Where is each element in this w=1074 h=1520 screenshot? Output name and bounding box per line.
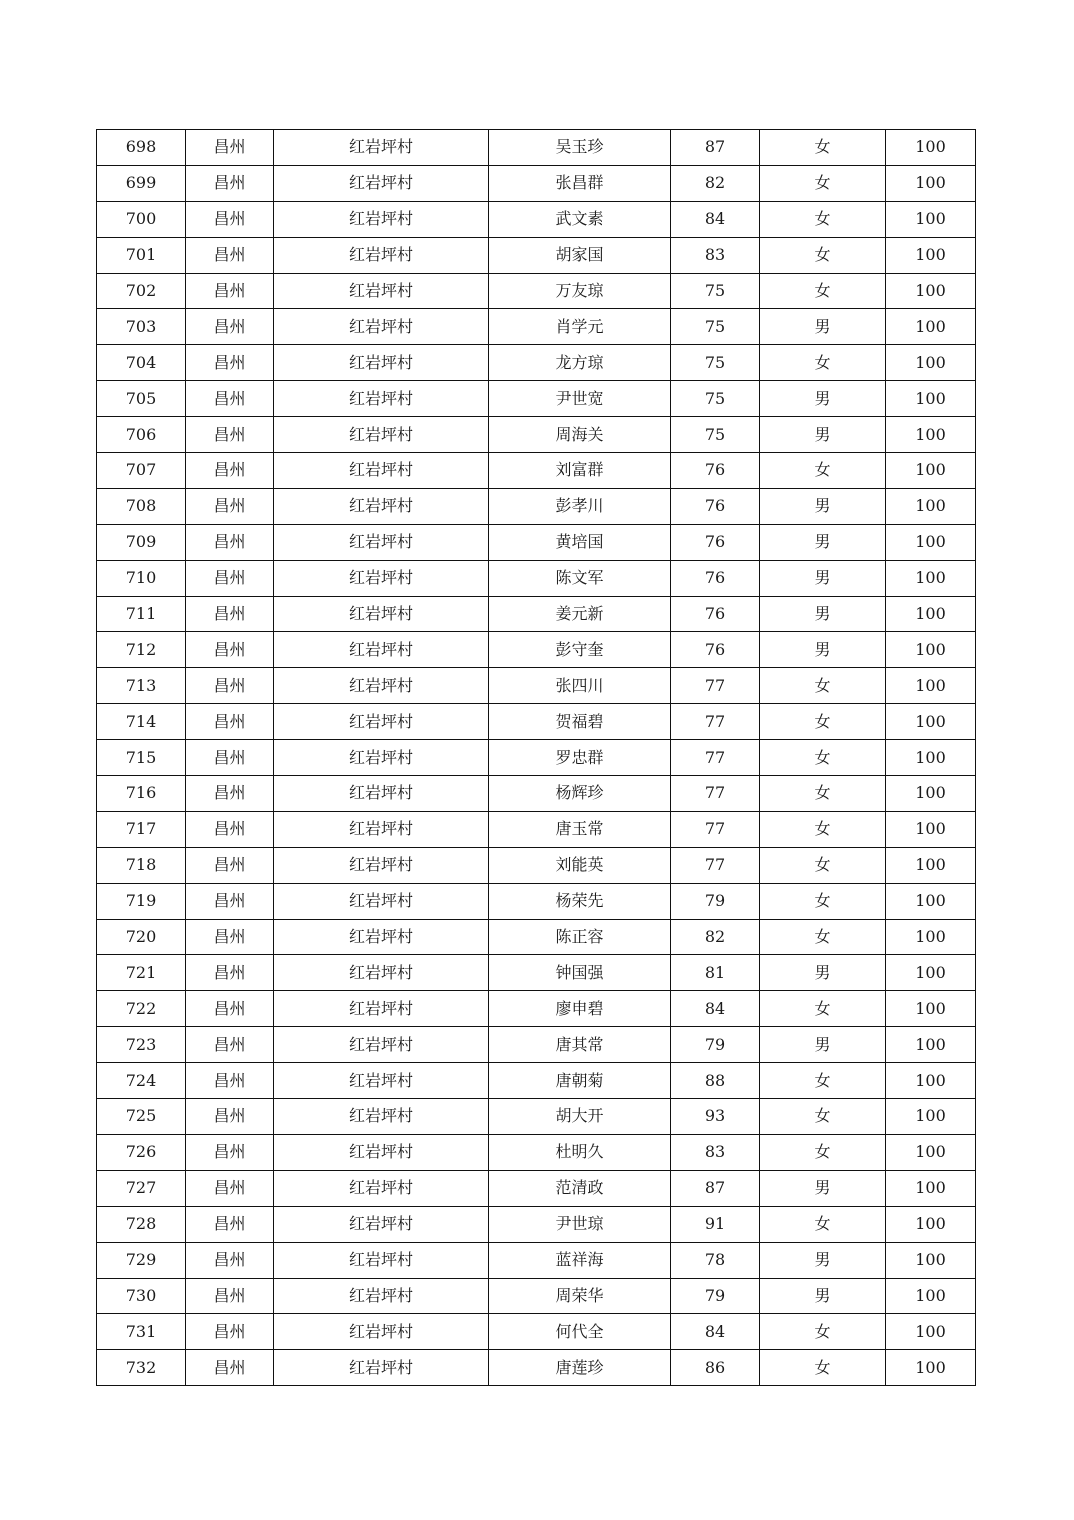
cell-age: 76 <box>671 632 760 668</box>
cell-age: 93 <box>671 1099 760 1135</box>
cell-village: 红岩坪村 <box>274 811 489 847</box>
table-row <box>97 1242 976 1278</box>
cell-county: 昌州 <box>186 955 274 991</box>
cell-serial-number: 711 <box>97 596 186 632</box>
cell-serial-number: 721 <box>97 955 186 991</box>
cell-county: 昌州 <box>186 381 274 417</box>
cell-amount: 100 <box>886 740 976 776</box>
table-row <box>97 1314 976 1350</box>
cell-amount: 100 <box>886 237 976 273</box>
cell-serial-number: 730 <box>97 1278 186 1314</box>
table-row <box>97 488 976 524</box>
table-row <box>97 309 976 345</box>
cell-sex: 男 <box>760 488 886 524</box>
cell-county: 昌州 <box>186 165 274 201</box>
cell-serial-number: 701 <box>97 237 186 273</box>
cell-serial-number: 707 <box>97 453 186 489</box>
cell-village: 红岩坪村 <box>274 237 489 273</box>
cell-village: 红岩坪村 <box>274 776 489 812</box>
cell-sex: 女 <box>760 453 886 489</box>
cell-amount: 100 <box>886 165 976 201</box>
cell-age: 77 <box>671 776 760 812</box>
cell-serial-number: 719 <box>97 883 186 919</box>
cell-village: 红岩坪村 <box>274 560 489 596</box>
cell-age: 83 <box>671 237 760 273</box>
table-row <box>97 381 976 417</box>
cell-person-name: 万友琼 <box>489 273 671 309</box>
roster-body <box>97 130 976 1386</box>
cell-sex: 女 <box>760 1206 886 1242</box>
cell-age: 75 <box>671 345 760 381</box>
cell-serial-number: 699 <box>97 165 186 201</box>
cell-amount: 100 <box>886 811 976 847</box>
cell-sex: 男 <box>760 1170 886 1206</box>
cell-person-name: 陈正容 <box>489 919 671 955</box>
cell-county: 昌州 <box>186 345 274 381</box>
table-row <box>97 1350 976 1386</box>
cell-amount: 100 <box>886 273 976 309</box>
cell-serial-number: 720 <box>97 919 186 955</box>
cell-sex: 女 <box>760 847 886 883</box>
cell-county: 昌州 <box>186 632 274 668</box>
cell-village: 红岩坪村 <box>274 1099 489 1135</box>
cell-county: 昌州 <box>186 488 274 524</box>
cell-amount: 100 <box>886 1350 976 1386</box>
cell-person-name: 唐其常 <box>489 1027 671 1063</box>
cell-age: 76 <box>671 596 760 632</box>
cell-village: 红岩坪村 <box>274 847 489 883</box>
cell-amount: 100 <box>886 345 976 381</box>
cell-person-name: 姜元新 <box>489 596 671 632</box>
cell-age: 76 <box>671 524 760 560</box>
cell-age: 84 <box>671 201 760 237</box>
cell-age: 76 <box>671 453 760 489</box>
cell-village: 红岩坪村 <box>274 1134 489 1170</box>
table-row <box>97 883 976 919</box>
cell-county: 昌州 <box>186 309 274 345</box>
cell-age: 76 <box>671 488 760 524</box>
cell-amount: 100 <box>886 919 976 955</box>
cell-county: 昌州 <box>186 919 274 955</box>
cell-person-name: 尹世琼 <box>489 1206 671 1242</box>
cell-county: 昌州 <box>186 524 274 560</box>
cell-person-name: 范清政 <box>489 1170 671 1206</box>
cell-person-name: 杨辉珍 <box>489 776 671 812</box>
cell-amount: 100 <box>886 524 976 560</box>
cell-county: 昌州 <box>186 740 274 776</box>
cell-county: 昌州 <box>186 201 274 237</box>
cell-county: 昌州 <box>186 130 274 166</box>
cell-age: 86 <box>671 1350 760 1386</box>
cell-age: 77 <box>671 740 760 776</box>
cell-serial-number: 725 <box>97 1099 186 1135</box>
cell-county: 昌州 <box>186 1314 274 1350</box>
cell-sex: 男 <box>760 596 886 632</box>
cell-person-name: 刘富群 <box>489 453 671 489</box>
cell-sex: 女 <box>760 130 886 166</box>
cell-person-name: 张四川 <box>489 668 671 704</box>
table-row <box>97 991 976 1027</box>
cell-sex: 女 <box>760 345 886 381</box>
table-row <box>97 1099 976 1135</box>
cell-village: 红岩坪村 <box>274 273 489 309</box>
cell-person-name: 罗忠群 <box>489 740 671 776</box>
cell-amount: 100 <box>886 560 976 596</box>
cell-person-name: 胡大开 <box>489 1099 671 1135</box>
table-row <box>97 668 976 704</box>
cell-serial-number: 723 <box>97 1027 186 1063</box>
cell-age: 84 <box>671 1314 760 1350</box>
cell-amount: 100 <box>886 1134 976 1170</box>
cell-village: 红岩坪村 <box>274 453 489 489</box>
cell-age: 84 <box>671 991 760 1027</box>
cell-serial-number: 706 <box>97 417 186 453</box>
cell-village: 红岩坪村 <box>274 130 489 166</box>
cell-age: 91 <box>671 1206 760 1242</box>
cell-county: 昌州 <box>186 1278 274 1314</box>
cell-serial-number: 700 <box>97 201 186 237</box>
cell-village: 红岩坪村 <box>274 1027 489 1063</box>
cell-serial-number: 716 <box>97 776 186 812</box>
cell-village: 红岩坪村 <box>274 417 489 453</box>
cell-age: 88 <box>671 1063 760 1099</box>
cell-sex: 男 <box>760 1242 886 1278</box>
cell-county: 昌州 <box>186 704 274 740</box>
cell-county: 昌州 <box>186 991 274 1027</box>
cell-person-name: 钟国强 <box>489 955 671 991</box>
cell-amount: 100 <box>886 1242 976 1278</box>
table-row <box>97 1278 976 1314</box>
table-row <box>97 919 976 955</box>
cell-person-name: 杜明久 <box>489 1134 671 1170</box>
cell-sex: 女 <box>760 740 886 776</box>
cell-serial-number: 732 <box>97 1350 186 1386</box>
cell-village: 红岩坪村 <box>274 919 489 955</box>
cell-person-name: 廖申碧 <box>489 991 671 1027</box>
cell-sex: 男 <box>760 381 886 417</box>
cell-amount: 100 <box>886 704 976 740</box>
roster-page <box>96 129 975 1386</box>
cell-village: 红岩坪村 <box>274 488 489 524</box>
cell-sex: 女 <box>760 1063 886 1099</box>
cell-amount: 100 <box>886 668 976 704</box>
table-row <box>97 1063 976 1099</box>
cell-county: 昌州 <box>186 1206 274 1242</box>
cell-amount: 100 <box>886 488 976 524</box>
table-row <box>97 740 976 776</box>
cell-age: 87 <box>671 1170 760 1206</box>
cell-amount: 100 <box>886 776 976 812</box>
cell-age: 82 <box>671 165 760 201</box>
cell-amount: 100 <box>886 1027 976 1063</box>
cell-serial-number: 728 <box>97 1206 186 1242</box>
table-row <box>97 417 976 453</box>
cell-person-name: 何代全 <box>489 1314 671 1350</box>
cell-sex: 女 <box>760 991 886 1027</box>
cell-village: 红岩坪村 <box>274 1170 489 1206</box>
cell-village: 红岩坪村 <box>274 1206 489 1242</box>
cell-county: 昌州 <box>186 273 274 309</box>
table-row <box>97 704 976 740</box>
cell-serial-number: 722 <box>97 991 186 1027</box>
cell-sex: 女 <box>760 776 886 812</box>
cell-amount: 100 <box>886 991 976 1027</box>
cell-sex: 男 <box>760 417 886 453</box>
cell-amount: 100 <box>886 1206 976 1242</box>
table-row <box>97 130 976 166</box>
cell-county: 昌州 <box>186 596 274 632</box>
table-row <box>97 1134 976 1170</box>
cell-sex: 女 <box>760 811 886 847</box>
cell-age: 75 <box>671 309 760 345</box>
cell-age: 79 <box>671 883 760 919</box>
cell-amount: 100 <box>886 596 976 632</box>
cell-amount: 100 <box>886 453 976 489</box>
cell-village: 红岩坪村 <box>274 1242 489 1278</box>
table-row <box>97 237 976 273</box>
cell-person-name: 尹世宽 <box>489 381 671 417</box>
cell-village: 红岩坪村 <box>274 1063 489 1099</box>
cell-amount: 100 <box>886 955 976 991</box>
cell-person-name: 杨荣先 <box>489 883 671 919</box>
cell-sex: 男 <box>760 560 886 596</box>
cell-person-name: 陈文军 <box>489 560 671 596</box>
cell-village: 红岩坪村 <box>274 201 489 237</box>
cell-county: 昌州 <box>186 1027 274 1063</box>
cell-age: 75 <box>671 417 760 453</box>
cell-serial-number: 715 <box>97 740 186 776</box>
cell-sex: 女 <box>760 668 886 704</box>
cell-amount: 100 <box>886 632 976 668</box>
cell-amount: 100 <box>886 201 976 237</box>
table-row <box>97 596 976 632</box>
cell-county: 昌州 <box>186 237 274 273</box>
cell-village: 红岩坪村 <box>274 991 489 1027</box>
cell-sex: 女 <box>760 237 886 273</box>
cell-county: 昌州 <box>186 417 274 453</box>
cell-serial-number: 727 <box>97 1170 186 1206</box>
cell-age: 75 <box>671 273 760 309</box>
cell-serial-number: 705 <box>97 381 186 417</box>
cell-age: 79 <box>671 1278 760 1314</box>
cell-county: 昌州 <box>186 776 274 812</box>
cell-person-name: 张昌群 <box>489 165 671 201</box>
cell-person-name: 唐莲珍 <box>489 1350 671 1386</box>
cell-serial-number: 704 <box>97 345 186 381</box>
cell-village: 红岩坪村 <box>274 668 489 704</box>
table-row <box>97 165 976 201</box>
cell-village: 红岩坪村 <box>274 524 489 560</box>
cell-age: 77 <box>671 668 760 704</box>
cell-serial-number: 712 <box>97 632 186 668</box>
cell-amount: 100 <box>886 1170 976 1206</box>
cell-village: 红岩坪村 <box>274 1278 489 1314</box>
cell-county: 昌州 <box>186 1099 274 1135</box>
cell-village: 红岩坪村 <box>274 1314 489 1350</box>
cell-amount: 100 <box>886 1063 976 1099</box>
cell-county: 昌州 <box>186 1242 274 1278</box>
cell-age: 77 <box>671 704 760 740</box>
cell-sex: 女 <box>760 704 886 740</box>
cell-county: 昌州 <box>186 560 274 596</box>
cell-serial-number: 717 <box>97 811 186 847</box>
cell-person-name: 周海关 <box>489 417 671 453</box>
cell-person-name: 黄培国 <box>489 524 671 560</box>
table-row <box>97 201 976 237</box>
table-row <box>97 955 976 991</box>
cell-serial-number: 708 <box>97 488 186 524</box>
cell-sex: 男 <box>760 955 886 991</box>
cell-person-name: 胡家国 <box>489 237 671 273</box>
cell-serial-number: 713 <box>97 668 186 704</box>
cell-age: 81 <box>671 955 760 991</box>
cell-serial-number: 724 <box>97 1063 186 1099</box>
cell-sex: 女 <box>760 201 886 237</box>
cell-sex: 女 <box>760 1134 886 1170</box>
cell-serial-number: 702 <box>97 273 186 309</box>
cell-amount: 100 <box>886 130 976 166</box>
cell-amount: 100 <box>886 417 976 453</box>
cell-sex: 女 <box>760 273 886 309</box>
table-row <box>97 811 976 847</box>
cell-sex: 男 <box>760 632 886 668</box>
cell-village: 红岩坪村 <box>274 381 489 417</box>
cell-sex: 女 <box>760 919 886 955</box>
table-row <box>97 1170 976 1206</box>
cell-county: 昌州 <box>186 453 274 489</box>
cell-age: 78 <box>671 1242 760 1278</box>
cell-village: 红岩坪村 <box>274 596 489 632</box>
cell-county: 昌州 <box>186 668 274 704</box>
cell-sex: 男 <box>760 309 886 345</box>
cell-serial-number: 731 <box>97 1314 186 1350</box>
cell-age: 75 <box>671 381 760 417</box>
cell-age: 87 <box>671 130 760 166</box>
table-row <box>97 524 976 560</box>
table-row <box>97 273 976 309</box>
cell-village: 红岩坪村 <box>274 1350 489 1386</box>
cell-village: 红岩坪村 <box>274 704 489 740</box>
cell-age: 77 <box>671 811 760 847</box>
cell-age: 77 <box>671 847 760 883</box>
cell-sex: 女 <box>760 883 886 919</box>
table-row <box>97 847 976 883</box>
table-row <box>97 453 976 489</box>
cell-village: 红岩坪村 <box>274 632 489 668</box>
cell-person-name: 刘能英 <box>489 847 671 883</box>
cell-village: 红岩坪村 <box>274 955 489 991</box>
cell-person-name: 周荣华 <box>489 1278 671 1314</box>
cell-serial-number: 729 <box>97 1242 186 1278</box>
cell-person-name: 彭孝川 <box>489 488 671 524</box>
roster-table <box>96 129 976 1386</box>
cell-amount: 100 <box>886 1278 976 1314</box>
table-row <box>97 632 976 668</box>
table-row <box>97 560 976 596</box>
table-row <box>97 1027 976 1063</box>
cell-person-name: 吴玉珍 <box>489 130 671 166</box>
cell-person-name: 武文素 <box>489 201 671 237</box>
cell-person-name: 贺福碧 <box>489 704 671 740</box>
cell-age: 82 <box>671 919 760 955</box>
cell-amount: 100 <box>886 883 976 919</box>
table-row <box>97 345 976 381</box>
cell-county: 昌州 <box>186 1063 274 1099</box>
cell-county: 昌州 <box>186 883 274 919</box>
cell-serial-number: 710 <box>97 560 186 596</box>
cell-amount: 100 <box>886 1314 976 1350</box>
cell-serial-number: 698 <box>97 130 186 166</box>
cell-village: 红岩坪村 <box>274 165 489 201</box>
cell-age: 76 <box>671 560 760 596</box>
cell-village: 红岩坪村 <box>274 345 489 381</box>
cell-age: 83 <box>671 1134 760 1170</box>
cell-person-name: 肖学元 <box>489 309 671 345</box>
cell-sex: 女 <box>760 165 886 201</box>
cell-village: 红岩坪村 <box>274 740 489 776</box>
cell-serial-number: 726 <box>97 1134 186 1170</box>
cell-serial-number: 709 <box>97 524 186 560</box>
cell-sex: 男 <box>760 524 886 560</box>
cell-sex: 男 <box>760 1027 886 1063</box>
cell-person-name: 蓝祥海 <box>489 1242 671 1278</box>
cell-amount: 100 <box>886 847 976 883</box>
cell-county: 昌州 <box>186 1134 274 1170</box>
table-row <box>97 776 976 812</box>
cell-person-name: 唐玉常 <box>489 811 671 847</box>
cell-village: 红岩坪村 <box>274 883 489 919</box>
cell-county: 昌州 <box>186 1350 274 1386</box>
cell-person-name: 彭守奎 <box>489 632 671 668</box>
cell-person-name: 唐朝菊 <box>489 1063 671 1099</box>
cell-village: 红岩坪村 <box>274 309 489 345</box>
cell-county: 昌州 <box>186 847 274 883</box>
cell-county: 昌州 <box>186 1170 274 1206</box>
cell-amount: 100 <box>886 309 976 345</box>
cell-sex: 女 <box>760 1099 886 1135</box>
cell-amount: 100 <box>886 1099 976 1135</box>
cell-serial-number: 714 <box>97 704 186 740</box>
cell-serial-number: 718 <box>97 847 186 883</box>
cell-age: 79 <box>671 1027 760 1063</box>
cell-sex: 女 <box>760 1314 886 1350</box>
cell-serial-number: 703 <box>97 309 186 345</box>
cell-person-name: 龙方琼 <box>489 345 671 381</box>
cell-county: 昌州 <box>186 811 274 847</box>
table-row <box>97 1206 976 1242</box>
cell-amount: 100 <box>886 381 976 417</box>
cell-sex: 女 <box>760 1350 886 1386</box>
cell-sex: 男 <box>760 1278 886 1314</box>
